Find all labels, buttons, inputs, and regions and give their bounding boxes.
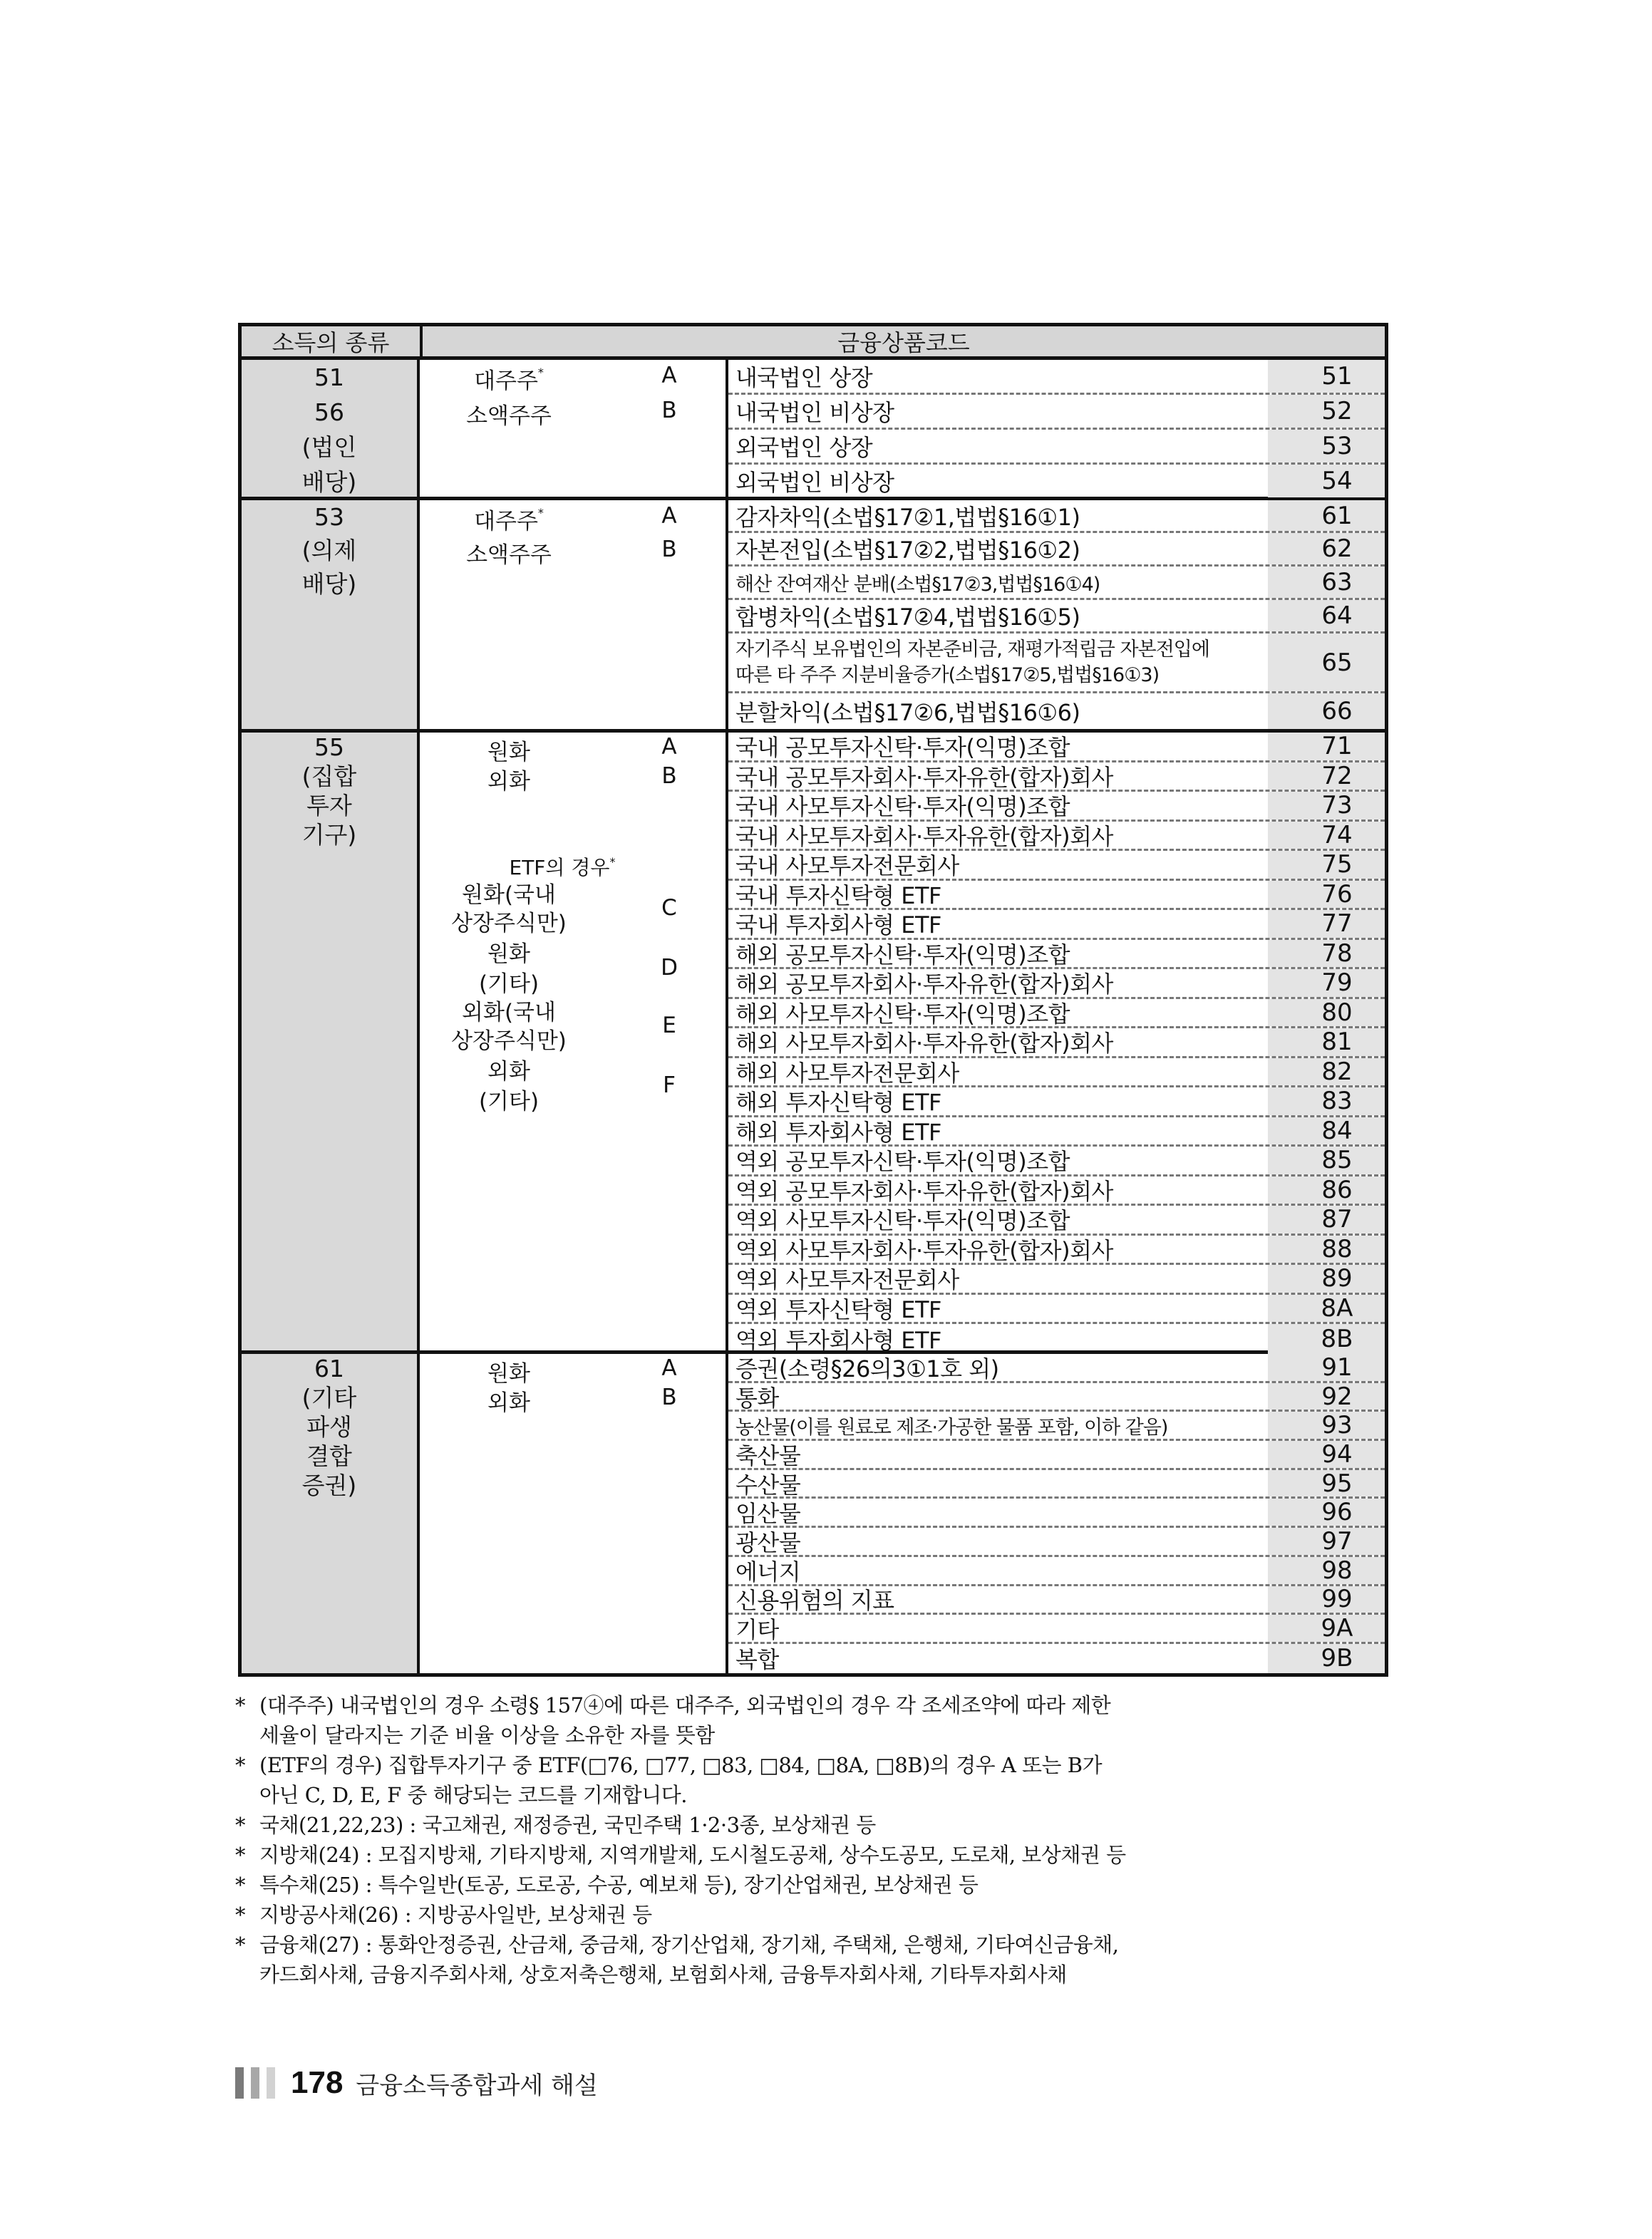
- table-row: [728, 1586, 1385, 1615]
- product-desc: 해외 사모투자전문회사: [735, 1059, 959, 1087]
- holder-label: 원화: [487, 1361, 530, 1387]
- product-code: 77: [1268, 910, 1385, 938]
- table-row: [728, 1236, 1385, 1266]
- product-code: 8A: [1268, 1295, 1385, 1323]
- product-code: 82: [1268, 1058, 1385, 1086]
- table-row: [728, 1265, 1385, 1295]
- product-desc: 국내 투자회사형 ETF: [735, 911, 941, 939]
- product-desc: 에너지: [735, 1558, 801, 1586]
- group-letter: B: [661, 763, 677, 789]
- product-code: 52: [1268, 395, 1385, 428]
- income-line: 배당): [301, 468, 357, 496]
- product-code: 65: [1268, 634, 1385, 691]
- product-desc: 국내 사모투자회사·투자유한(합자)회사: [735, 822, 1113, 850]
- footnote-text: 국채(21,22,23) : 국고채권, 재정증권, 국민주택 1·2·3종, 보상채권 등: [259, 1813, 876, 1837]
- section-collective-investment: [242, 733, 1385, 1354]
- product-list: [728, 1354, 1385, 1673]
- product-desc: 내국법인 상장: [735, 364, 873, 391]
- footnote-marker: [235, 1720, 259, 1750]
- income-line: 파생: [306, 1413, 352, 1441]
- product-desc: 역외 사모투자신탁·투자(익명)조합: [735, 1207, 1070, 1235]
- table-row: [728, 1028, 1385, 1058]
- product-code: 93: [1268, 1412, 1385, 1439]
- header-product-code: 금융상품코드: [837, 329, 970, 356]
- footnote-line: [235, 1720, 1404, 1750]
- product-code: 92: [1268, 1383, 1385, 1410]
- table-row: [728, 1412, 1385, 1441]
- footer-bar: [267, 2067, 275, 2099]
- income-line: 투자: [306, 792, 352, 819]
- footnote-marker: *: [235, 1753, 245, 1777]
- etf-holder-line: 원화(국내: [462, 882, 556, 908]
- product-code: 64: [1268, 600, 1385, 631]
- footnote-text: 아닌 C, D, E, F 중 해당되는 코드를 기재합니다.: [259, 1783, 687, 1807]
- product-code: 75: [1268, 851, 1385, 879]
- group-letter: C: [661, 895, 677, 921]
- product-desc: 역외 투자신탁형 ETF: [735, 1296, 941, 1323]
- product-code: 83: [1268, 1087, 1385, 1115]
- income-line: (의제: [301, 537, 357, 564]
- footnote-marker: *: [235, 1813, 245, 1837]
- product-code: 89: [1268, 1265, 1385, 1293]
- product-desc: 해외 사모투자신탁·투자(익명)조합: [735, 1000, 1070, 1028]
- product-desc: 복합: [735, 1646, 779, 1674]
- product-code: 85: [1268, 1147, 1385, 1174]
- holder-cell: [420, 733, 728, 1350]
- footnote-marker: *: [235, 1693, 245, 1717]
- section-corporate-dividend: [242, 360, 1385, 500]
- footnote-marker: *: [235, 1933, 245, 1957]
- table-row: [728, 792, 1385, 822]
- group-letter: A: [661, 363, 677, 388]
- product-code: 96: [1268, 1499, 1385, 1526]
- table-row: [728, 999, 1385, 1029]
- table-row: [728, 1117, 1385, 1147]
- product-code: 99: [1268, 1586, 1385, 1613]
- product-code: 94: [1268, 1441, 1385, 1468]
- product-code: 9B: [1268, 1644, 1385, 1673]
- income-line: 증권): [301, 1472, 357, 1499]
- table-row: [728, 1557, 1385, 1586]
- product-code: 91: [1268, 1354, 1385, 1381]
- product-desc: 국내 사모투자신탁·투자(익명)조합: [735, 793, 1070, 821]
- section-deemed-dividend: [242, 500, 1385, 733]
- table-row: [728, 1206, 1385, 1236]
- table-row: [728, 969, 1385, 999]
- footnote-line: [235, 1810, 1404, 1840]
- table-row: [728, 1441, 1385, 1470]
- income-type-cell: [242, 733, 420, 1350]
- product-desc: 농산물(이를 원료로 제조·가공한 물품 포함, 이하 같음): [735, 1416, 1168, 1439]
- product-desc: 역외 공모투자신탁·투자(익명)조합: [735, 1148, 1070, 1176]
- table-row: [728, 1087, 1385, 1117]
- table-row: [728, 500, 1385, 533]
- product-desc: 내국법인 비상장: [735, 399, 894, 426]
- product-desc: 외국법인 상장: [735, 434, 873, 461]
- footnote-line: [235, 1930, 1404, 1960]
- product-code: 87: [1268, 1206, 1385, 1234]
- product-code: 97: [1268, 1528, 1385, 1555]
- table-row: [728, 465, 1385, 497]
- footer-bars-decoration: [235, 2067, 275, 2099]
- product-code: 71: [1268, 733, 1385, 760]
- income-type-cell: [242, 360, 420, 497]
- product-list: [728, 732, 1385, 1354]
- table-row: [728, 567, 1385, 600]
- footer-bar: [235, 2067, 244, 2099]
- product-desc: 수산물: [735, 1471, 801, 1499]
- table-row: [728, 822, 1385, 852]
- product-desc: 해외 사모투자회사·투자유한(합자)회사: [735, 1030, 1113, 1058]
- product-desc: 국내 공모투자신탁·투자(익명)조합: [735, 734, 1070, 762]
- footnote-marker: *: [235, 1873, 245, 1897]
- table-row: [728, 851, 1385, 881]
- page-footer: [235, 2065, 598, 2101]
- product-code: 54: [1268, 465, 1385, 497]
- holder-label: 외화: [487, 1390, 530, 1416]
- income-line: 51: [314, 363, 344, 391]
- footnote-text: (대주주) 내국법인의 경우 소령§ 157④에 따른 대주주, 외국법인의 경우 각 조세조약에 따라 제한: [259, 1693, 1111, 1717]
- product-list: [728, 360, 1385, 497]
- footnote-text: 금융채(27) : 통화안정증권, 산금채, 중금채, 장기산업채, 장기채, 주택채, 은행채, 기타여신금융채,: [259, 1933, 1119, 1957]
- holder-label: 소액주주: [466, 403, 552, 429]
- product-code: 53: [1268, 430, 1385, 462]
- etf-holder-line: (기타): [478, 1089, 540, 1115]
- book-title: 금융소득종합과세 해설: [356, 2071, 598, 2100]
- product-desc: 기타: [735, 1616, 779, 1644]
- table-row: [728, 1644, 1385, 1673]
- product-desc: 통화: [735, 1384, 779, 1412]
- product-list: [728, 500, 1385, 729]
- product-desc: 외국법인 비상장: [735, 469, 894, 496]
- income-line: (기타: [301, 1384, 357, 1412]
- product-desc: 해외 투자회사형 ETF: [735, 1118, 941, 1146]
- table-row: [728, 1528, 1385, 1557]
- product-code: 98: [1268, 1557, 1385, 1584]
- product-code: 81: [1268, 1028, 1385, 1056]
- product-desc: 해산 잔여재산 분배(소법§17②3,법법§16①4): [735, 573, 1100, 596]
- table-row: [728, 600, 1385, 634]
- product-desc-line: 자기주식 보유법인의 자본준비금, 재평가적립금 자본전입에: [735, 638, 1209, 661]
- product-desc: 합병차익(소법§17②4,법법§16①5): [735, 604, 1080, 631]
- group-letter: E: [662, 1013, 676, 1038]
- income-line: (법인: [301, 433, 357, 461]
- table-row: [728, 1383, 1385, 1412]
- product-desc: [728, 634, 1268, 691]
- income-line: (집합: [301, 762, 357, 790]
- product-desc: 역외 공모투자회사·투자유한(합자)회사: [735, 1177, 1113, 1205]
- holder-label: 외화: [487, 769, 530, 795]
- product-code: 80: [1268, 999, 1385, 1027]
- table-row: [728, 430, 1385, 465]
- footnote-text: 특수채(25) : 특수일반(토공, 도로공, 수공, 예보채 등), 장기산업채권, 보상채권 등: [259, 1873, 979, 1897]
- product-desc: 축산물: [735, 1442, 801, 1469]
- product-desc: 역외 사모투자회사·투자유한(합자)회사: [735, 1236, 1113, 1264]
- etf-holder-line: 상장주식만): [451, 911, 567, 936]
- table-row: [728, 1324, 1385, 1354]
- footnote-marker: [235, 1960, 259, 1990]
- product-desc: 국내 투자신탁형 ETF: [735, 881, 941, 909]
- footnote-line: [235, 1750, 1404, 1780]
- product-desc: 역외 투자회사형 ETF: [735, 1326, 941, 1354]
- table-row: [728, 693, 1385, 729]
- table-row: [728, 1499, 1385, 1528]
- product-desc: 광산물: [735, 1529, 801, 1556]
- income-type-cell: [242, 1354, 420, 1673]
- etf-holder-line: 외화(국내: [462, 1000, 556, 1025]
- etf-holder-line: 외화: [487, 1059, 530, 1085]
- table-row: [728, 1470, 1385, 1499]
- product-desc-line: 따른 타 주주 지분비율증가(소법§17②5,법법§16①3): [735, 663, 1160, 686]
- holder-label: 대주주: [474, 368, 538, 394]
- product-code: 88: [1268, 1236, 1385, 1263]
- group-letter: A: [661, 503, 677, 529]
- footnote-line: [235, 1840, 1404, 1870]
- product-code: 63: [1268, 567, 1385, 598]
- footnote-line: [235, 1960, 1404, 1990]
- product-desc: 감자차익(소법§17②1,법법§16①1): [735, 503, 1080, 531]
- income-line: 기구): [301, 821, 357, 849]
- table-row: [728, 733, 1385, 762]
- group-letter: B: [661, 537, 677, 562]
- product-desc: 해외 공모투자신탁·투자(익명)조합: [735, 941, 1070, 968]
- footnote-text: 지방공사채(26) : 지방공사일반, 보상채권 등: [259, 1903, 652, 1927]
- group-letter: D: [661, 955, 678, 981]
- footnote-marker: [235, 1780, 259, 1810]
- product-code: 51: [1268, 360, 1385, 393]
- product-desc: 해외 투자신탁형 ETF: [735, 1089, 941, 1117]
- etf-title-label: ETF의 경우: [509, 856, 610, 879]
- table-row: [728, 881, 1385, 911]
- table-row: [728, 940, 1385, 970]
- footnote-line: [235, 1780, 1404, 1810]
- group-letter: B: [661, 398, 677, 423]
- footnote-text: 카드회사채, 금융지주회사채, 상호저축은행채, 보험회사채, 금융투자회사채, 기타투자회사채: [259, 1963, 1067, 1987]
- product-code: 79: [1268, 969, 1385, 997]
- income-line: 56: [314, 398, 344, 426]
- footnote-star: *: [537, 506, 544, 519]
- footnote-line: [235, 1690, 1404, 1720]
- etf-holder-line: 상장주식만): [451, 1028, 567, 1054]
- income-line: 53: [314, 503, 344, 531]
- product-code: 8B: [1268, 1324, 1385, 1354]
- product-code: 95: [1268, 1470, 1385, 1497]
- income-line: 배당): [301, 570, 357, 598]
- footnote-text: (ETF의 경우) 집합투자기구 중 ETF(□76, □77, □83, □84, □8A, □8B)의 경우 A 또는 B가: [259, 1753, 1103, 1777]
- footnote-line: [235, 1900, 1404, 1930]
- product-code: 74: [1268, 822, 1385, 849]
- group-letter: B: [661, 1385, 677, 1410]
- etf-holder-line: 원화: [487, 941, 530, 967]
- table-header: [242, 326, 1385, 360]
- income-line: 61: [314, 1355, 344, 1382]
- product-code: 61: [1268, 500, 1385, 531]
- table-row: [728, 1354, 1385, 1383]
- product-code: 62: [1268, 533, 1385, 564]
- footnote-text: 지방채(24) : 모집지방채, 기타지방채, 지역개발채, 도시철도공채, 상수도공모, 도로채, 보상채권 등: [259, 1843, 1126, 1867]
- table-row: [728, 1295, 1385, 1325]
- footnote-marker: *: [235, 1903, 245, 1927]
- header-income-type: 소득의 종류: [242, 326, 423, 356]
- footnote-star: *: [537, 366, 544, 379]
- product-code: 86: [1268, 1177, 1385, 1204]
- table-row: [728, 1058, 1385, 1088]
- product-desc: 자본전입(소법§17②2,법법§16①2): [735, 537, 1080, 564]
- product-desc: 국내 사모투자전문회사: [735, 852, 959, 880]
- table-row: [728, 634, 1385, 693]
- product-desc: 임산물: [735, 1500, 801, 1528]
- table-row: [728, 762, 1385, 792]
- holder-label: 원화: [487, 740, 530, 765]
- product-desc: 신용위험의 지표: [735, 1587, 894, 1615]
- product-code: 66: [1268, 693, 1385, 729]
- product-code: 78: [1268, 940, 1385, 968]
- table-row: [728, 1615, 1385, 1644]
- holder-label: 대주주: [474, 509, 538, 534]
- footnote-marker: *: [235, 1843, 245, 1867]
- income-line: 결합: [306, 1442, 352, 1470]
- etf-holder-line: (기타): [478, 971, 540, 997]
- group-letter: A: [661, 1355, 677, 1381]
- table-row: [728, 360, 1385, 395]
- product-code: 84: [1268, 1117, 1385, 1145]
- footnote-text: 세율이 달라지는 기준 비율 이상을 소유한 자를 뜻함: [259, 1723, 715, 1747]
- section-derivative-linked-securities: [242, 1354, 1385, 1673]
- income-type-cell: [242, 500, 420, 729]
- product-desc: 분할차익(소법§17②6,법법§16①6): [735, 699, 1080, 726]
- page-number: 178: [291, 2065, 344, 2100]
- product-desc: 해외 공모투자회사·투자유한(합자)회사: [735, 971, 1113, 998]
- footer-bar: [251, 2067, 259, 2099]
- holder-cell: [420, 1354, 728, 1673]
- product-desc: 역외 사모투자전문회사: [735, 1266, 959, 1294]
- product-code: 72: [1268, 762, 1385, 790]
- holder-cell: [420, 360, 728, 497]
- holder-cell: [420, 500, 728, 729]
- group-letter: F: [663, 1072, 676, 1098]
- financial-product-code-table: [238, 323, 1388, 1677]
- income-line: 55: [314, 733, 344, 761]
- table-row: [728, 910, 1385, 940]
- footnote-line: [235, 1870, 1404, 1900]
- group-letter: A: [661, 734, 677, 760]
- product-code: 76: [1268, 881, 1385, 909]
- product-desc: 국내 공모투자회사·투자유한(합자)회사: [735, 763, 1113, 791]
- table-row: [728, 1147, 1385, 1177]
- product-desc: 증권(소령§26의3①1호 외): [735, 1355, 999, 1382]
- footnote-star: *: [609, 855, 616, 869]
- table-row: [728, 1177, 1385, 1206]
- table-row: [728, 533, 1385, 567]
- table-row: [728, 395, 1385, 430]
- holder-label: 소액주주: [466, 542, 552, 568]
- product-code: 73: [1268, 792, 1385, 819]
- product-code: 9A: [1268, 1615, 1385, 1642]
- footnotes: [235, 1690, 1404, 1990]
